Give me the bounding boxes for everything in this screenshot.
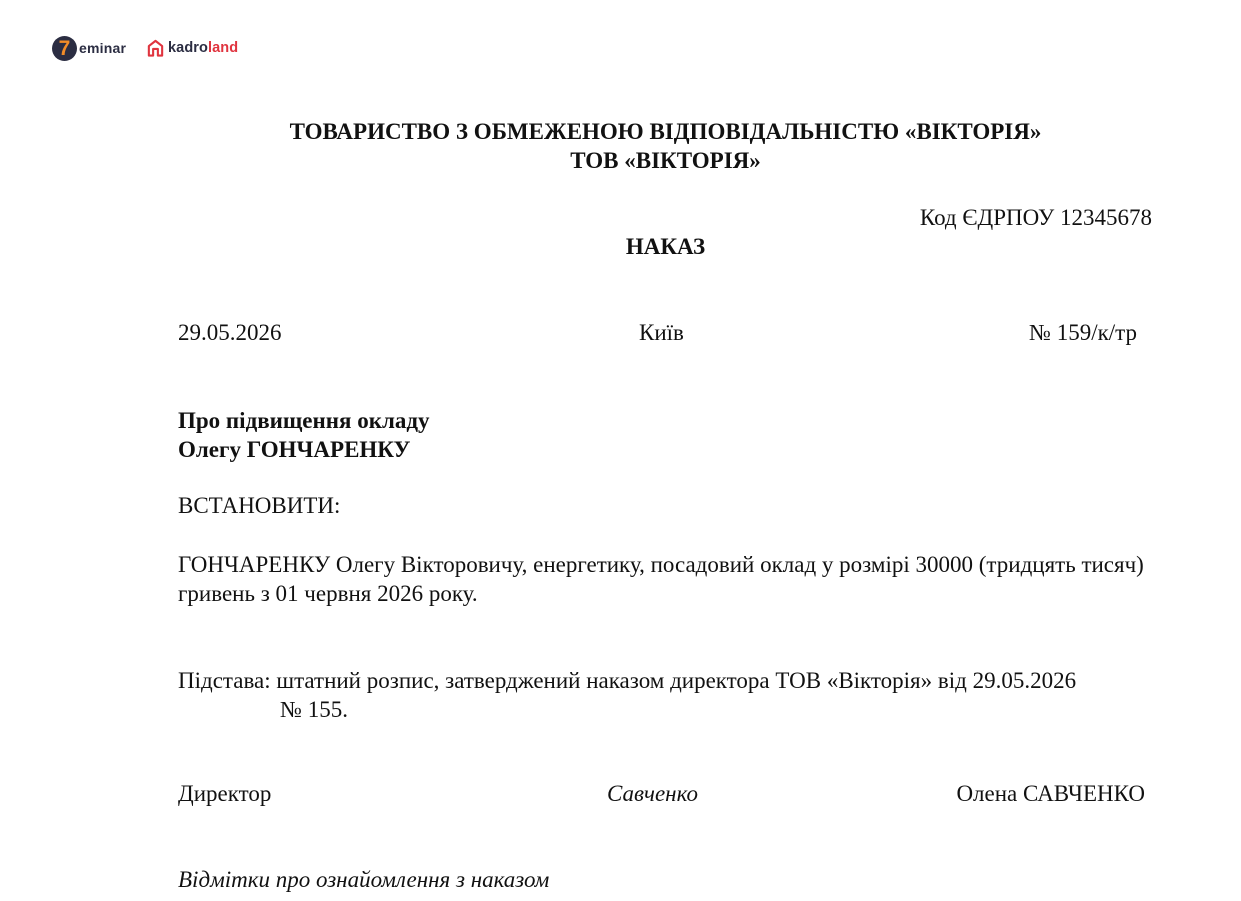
- basis-line-1: Підстава: штатний розпис, затверджений наказом директора ТОВ «Вікторія» від 29.05.2026: [178, 668, 1077, 693]
- company-full-name: ТОВАРИСТВО З ОБМЕЖЕНОЮ ВІДПОВІДАЛЬНІСТЮ «ВІКТОРІЯ»: [289, 119, 1042, 144]
- signatory-signature: Савченко: [607, 781, 698, 806]
- company-header: [0, 117, 1241, 175]
- order-date: 29.05.2026: [178, 320, 282, 345]
- company-short-name: ТОВ «ВІКТОРІЯ»: [570, 148, 761, 173]
- seminar-logo-seven-icon: [52, 36, 77, 61]
- edrpou-code: Код ЄДРПОУ 12345678: [919, 205, 1152, 230]
- kadroland-logo-text: [168, 40, 238, 56]
- order-number: № 159/к/тр: [1029, 320, 1137, 345]
- signatory-position: Директор: [178, 781, 272, 806]
- subject-line-2: Олегу ГОНЧАРЕНКУ: [178, 437, 411, 462]
- kadroland-logo-text-a: kadro: [168, 40, 208, 56]
- kadroland-logo-text-b: land: [208, 40, 239, 56]
- establish-heading: ВСТАНОВИТИ:: [178, 493, 341, 518]
- order-body-paragraph: ГОНЧАРЕНКУ Олегу Вікторовичу, енергетику, посадовий оклад у розмірі 30000 (тридцять тисяч) гривень з 01 червня 2026 року.: [178, 552, 1144, 606]
- seminar-logo: [52, 35, 126, 61]
- acquaintance-marks-heading: Відмітки про ознайомлення з наказом: [178, 867, 550, 892]
- signatory-name: Олена САВЧЕНКО: [956, 781, 1145, 806]
- seminar-logo-text: eminar: [79, 40, 127, 56]
- order-title: НАКАЗ: [625, 234, 706, 259]
- order-city: Київ: [639, 320, 684, 345]
- seminar-logo-digit: 7: [58, 36, 71, 60]
- basis-line-2: № 155.: [280, 697, 348, 722]
- order-basis: [178, 666, 1163, 724]
- kadroland-house-icon: [146, 38, 165, 58]
- kadroland-logo: [146, 37, 238, 59]
- subject-line-1: Про підвищення окладу: [178, 408, 430, 433]
- order-subject: [178, 406, 430, 464]
